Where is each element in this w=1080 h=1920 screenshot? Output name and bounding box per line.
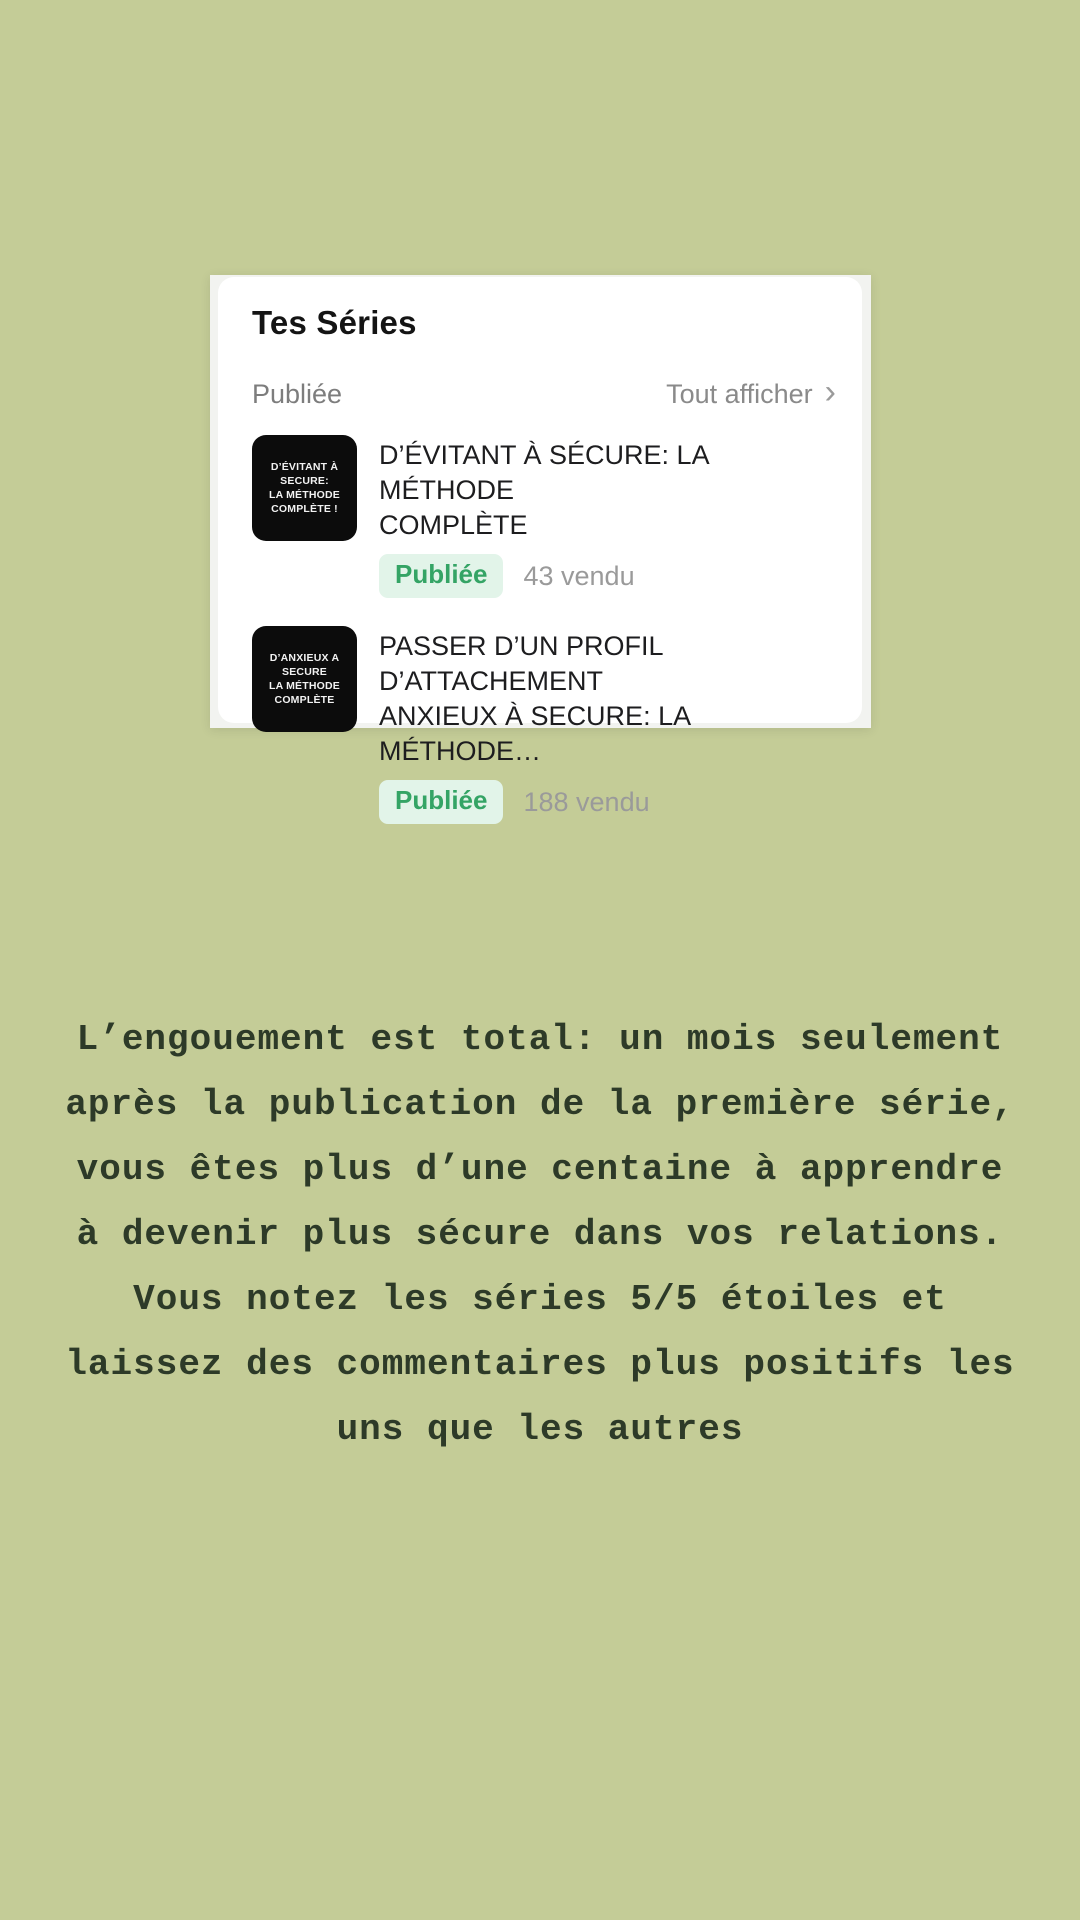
- chevron-right-icon: ›: [824, 373, 836, 411]
- sold-count: 43 vendu: [523, 560, 635, 591]
- caption-line: vous êtes plus d’une centaine à apprendre: [76, 1149, 1004, 1190]
- thumbnail-text-line: LA MÉTHODE COMPLÈTE !: [268, 489, 341, 515]
- series-meta-row: [379, 780, 836, 824]
- series-title: PASSER D’UN PROFIL D’ATTACHEMENT ANXIEUX À SECURE: LA MÉTHODE…: [379, 631, 690, 766]
- caption-line: après la publication de la première série,: [65, 1084, 1015, 1125]
- thumbnail-text-line: D’ANXIEUX A SECURE: [269, 652, 340, 678]
- section-header-row: [252, 373, 836, 411]
- series-thumbnail: [252, 435, 357, 541]
- sold-count: 188 vendu: [523, 786, 650, 817]
- see-all-link[interactable]: [666, 373, 836, 411]
- series-info: [379, 435, 836, 598]
- thumbnail-text-line: D’ÉVITANT À SECURE:: [270, 461, 339, 487]
- thumbnail-text-line: LA MÉTHODE COMPLÈTE: [268, 680, 341, 706]
- status-badge: Publiée: [379, 554, 503, 598]
- status-badge: Publiée: [379, 780, 503, 824]
- app-screenshot-snippet: [210, 275, 871, 817]
- series-card: [218, 277, 862, 817]
- series-item[interactable]: [252, 435, 836, 598]
- see-all-label: Tout afficher: [666, 379, 813, 409]
- series-item[interactable]: [252, 626, 836, 824]
- caption-line: laissez des commentaires plus positifs les: [65, 1344, 1015, 1385]
- caption-line: à devenir plus sécure dans vos relations.: [76, 1214, 1004, 1255]
- caption-line: Vous notez les séries 5/5 étoiles et: [133, 1279, 947, 1320]
- series-thumbnail: [252, 626, 357, 732]
- series-title: D’ÉVITANT À SÉCURE: LA MÉTHODE COMPLÈTE: [379, 440, 709, 540]
- page-title: Tes Séries: [252, 304, 417, 341]
- caption-line: L’engouement est total: un mois seulement: [76, 1019, 1004, 1060]
- caption-line: uns que les autres: [336, 1409, 744, 1450]
- series-meta-row: [379, 554, 836, 598]
- series-info: [379, 626, 836, 824]
- series-list: [252, 435, 836, 824]
- published-filter-label: Publiée: [252, 379, 343, 409]
- caption-text: [0, 1007, 1080, 1462]
